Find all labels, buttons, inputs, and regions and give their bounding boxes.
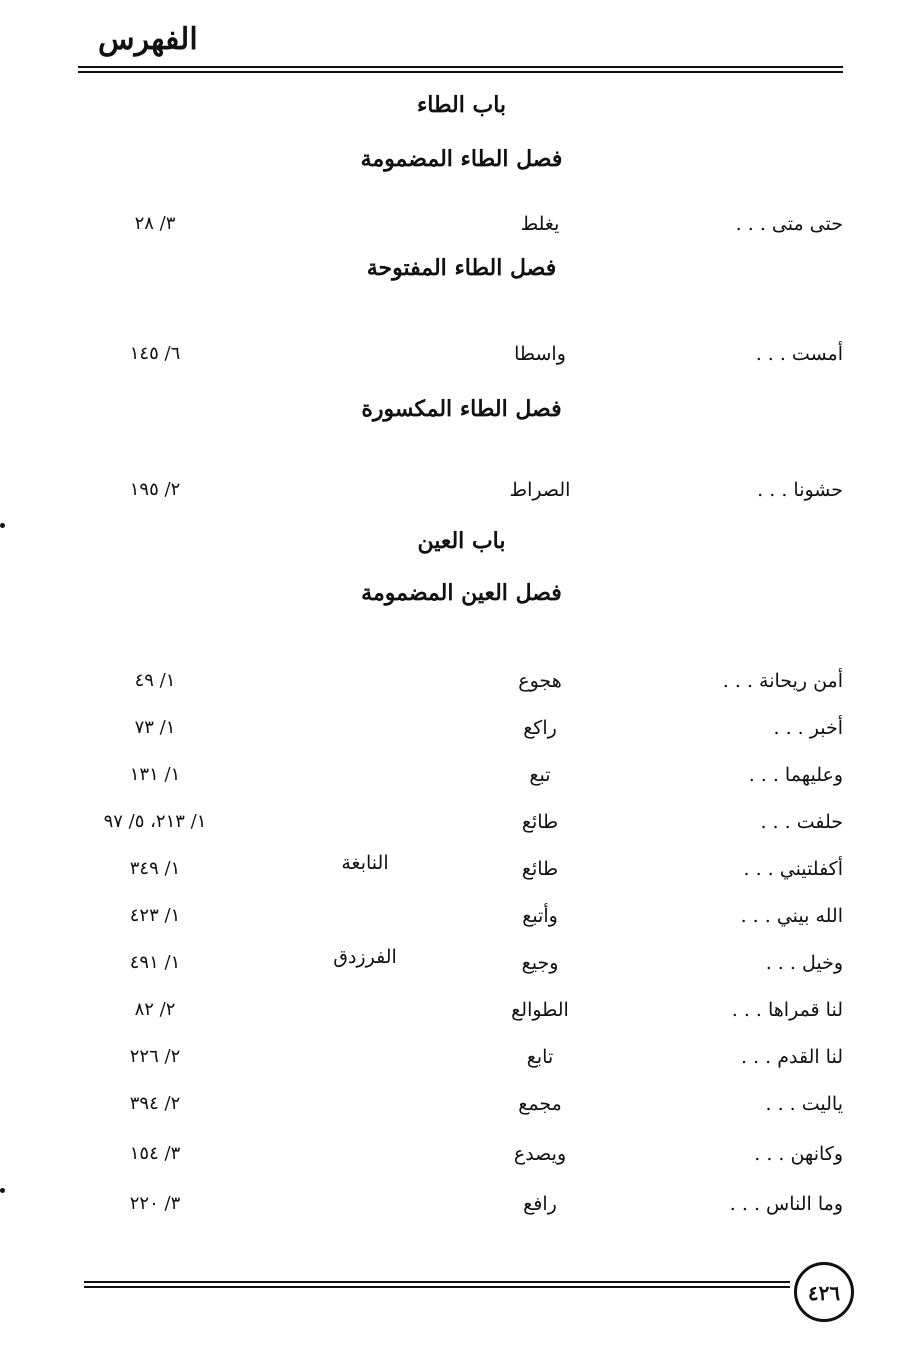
page-reference: ٣/ ١٥٤ bbox=[129, 1143, 181, 1164]
poet-name: الفرزدق bbox=[333, 946, 397, 968]
verse-opening: لنا القدم . . . bbox=[740, 1046, 843, 1068]
page-reference: ١/ ٢١٣، ٥/ ٩٧ bbox=[103, 811, 207, 832]
index-row bbox=[0, 1193, 923, 1225]
index-row bbox=[0, 717, 923, 749]
rhyme-word: وجيع bbox=[521, 952, 559, 974]
page-reference: ١/ ١٣١ bbox=[129, 764, 181, 785]
page-number: ٤٢٦ bbox=[794, 1262, 854, 1322]
rhyme-word: رافع bbox=[523, 1193, 557, 1215]
page-reference: ٢/ ١٩٥ bbox=[129, 479, 181, 500]
page-reference: ١/ ٤٢٣ bbox=[129, 905, 181, 926]
scan-mark bbox=[0, 1188, 5, 1193]
footer-rule bbox=[84, 1286, 790, 1288]
verse-opening: وكانهن . . . bbox=[754, 1143, 843, 1165]
rhyme-word: هجوع bbox=[518, 670, 562, 692]
rhyme-word: يغلط bbox=[520, 213, 560, 235]
page-reference: ٦/ ١٤٥ bbox=[129, 343, 181, 364]
section-heading: فصل الطاء المفتوحة bbox=[366, 255, 557, 281]
verse-opening: ياليت . . . bbox=[765, 1093, 843, 1115]
index-row bbox=[0, 946, 923, 984]
verse-opening: وما الناس . . . bbox=[729, 1193, 843, 1215]
index-row bbox=[0, 764, 923, 796]
page-reference: ١/ ٣٤٩ bbox=[129, 858, 181, 879]
verse-opening: وخيل . . . bbox=[765, 952, 843, 974]
index-row bbox=[0, 852, 923, 890]
rhyme-word: مجمع bbox=[518, 1093, 562, 1115]
page-reference: ٣/ ٢٨ bbox=[134, 213, 176, 234]
page-reference: ٢/ ٢٢٦ bbox=[129, 1046, 181, 1067]
index-row bbox=[0, 670, 923, 702]
rhyme-word: طائع bbox=[521, 811, 559, 833]
verse-opening: حلفت . . . bbox=[760, 811, 843, 833]
verse-opening: أكفلتيني . . . bbox=[743, 858, 843, 880]
rhyme-word: طائع bbox=[521, 858, 559, 880]
footer-rule bbox=[84, 1281, 790, 1283]
verse-opening: لنا قمراها . . . bbox=[731, 999, 843, 1021]
page-reference: ٢/ ٨٢ bbox=[134, 999, 176, 1020]
rhyme-word: تبع bbox=[529, 764, 551, 786]
verse-opening: حشونا . . . bbox=[757, 479, 843, 501]
rhyme-word: وأتبع bbox=[522, 905, 558, 927]
index-row bbox=[0, 213, 923, 245]
verse-opening: أمست . . . bbox=[755, 343, 843, 365]
rhyme-word: تابع bbox=[526, 1046, 554, 1068]
rhyme-word: ويصدع bbox=[513, 1143, 567, 1165]
header-rule bbox=[78, 71, 843, 73]
index-row bbox=[0, 479, 923, 511]
verse-opening: حتى متى . . . bbox=[735, 213, 843, 235]
scan-mark bbox=[0, 523, 5, 528]
chapter-heading: باب الطاء bbox=[416, 92, 507, 118]
page-reference: ١/ ٤٩١ bbox=[129, 952, 181, 973]
chapter-heading: باب العين bbox=[417, 528, 506, 554]
rhyme-word: الصراط bbox=[509, 479, 571, 501]
rhyme-word: واسطا bbox=[514, 343, 566, 365]
page-reference: ٣/ ٢٢٠ bbox=[129, 1193, 181, 1214]
rhyme-word: الطوالع bbox=[511, 999, 569, 1021]
page-reference: ١/ ٧٣ bbox=[134, 717, 176, 738]
index-row bbox=[0, 1143, 923, 1175]
index-row bbox=[0, 999, 923, 1031]
poet-name: النابغة bbox=[341, 852, 389, 874]
verse-opening: وعليهما . . . bbox=[748, 764, 843, 786]
verse-opening: الله بيني . . . bbox=[740, 905, 843, 927]
section-heading: فصل الطاء المضمومة bbox=[360, 146, 563, 172]
index-row bbox=[0, 1093, 923, 1125]
index-row bbox=[0, 343, 923, 375]
header-rule bbox=[78, 66, 843, 68]
verse-opening: أخبر . . . bbox=[773, 717, 843, 739]
section-heading: فصل العين المضمومة bbox=[361, 580, 562, 606]
page-header-title: الفهرس bbox=[98, 22, 198, 57]
index-row bbox=[0, 811, 923, 843]
verse-opening: أمن ريحانة . . . bbox=[722, 670, 843, 692]
index-row bbox=[0, 905, 923, 937]
index-row bbox=[0, 1046, 923, 1078]
section-heading: فصل الطاء المكسورة bbox=[361, 396, 562, 422]
page-reference: ١/ ٤٩ bbox=[134, 670, 176, 691]
page-reference: ٢/ ٣٩٤ bbox=[129, 1093, 181, 1114]
rhyme-word: راكع bbox=[523, 717, 557, 739]
